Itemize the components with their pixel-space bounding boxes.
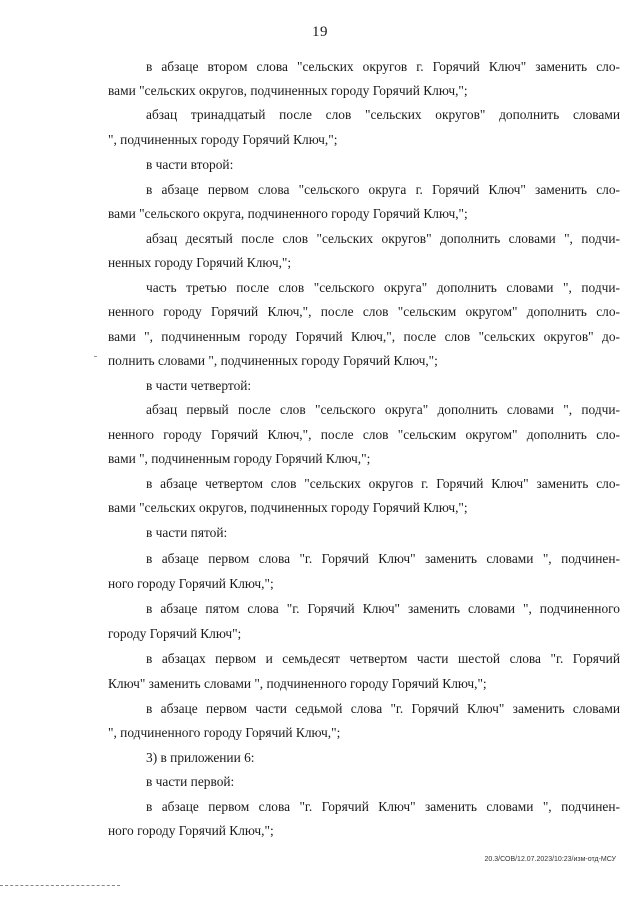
text-line: Ключ" заменить словами ", подчиненного городу Горячий Ключ,"; [108,676,487,691]
text-line: ", подчиненного городу Горячий Ключ,"; [108,725,341,740]
text-line: полнить словами ", подчиненных городу Горячий Ключ,"; [108,353,438,368]
text-line: абзац первый после слов "сельского округа" дополнить словами ", подчи- [146,402,620,417]
footer-code: 20.3/СОВ/12.07.2023/10:23/изм-отд-МСУ [484,856,616,863]
text-line: городу Горячий Ключ"; [108,626,242,641]
text-line: в части четвертой: [146,378,252,393]
text-line: в абзаце пятом слова "г. Горячий Ключ" заменить словами ", подчиненного [146,601,620,616]
text-line: вами "сельского округа, подчиненного городу Горячий Ключ,"; [108,206,468,221]
text-line: в абзацах первом и семьдесят четвертом части шестой слова "г. Горячий [146,651,620,666]
text-line: в абзаце первом слова "г. Горячий Ключ" заменить словами ", подчинен- [146,551,620,566]
scan-speck [94,356,97,357]
text-line: абзац десятый после слов "сельских округов" дополнить словами ", подчи- [146,231,620,246]
text-line: в абзаце первом слова "сельского округа г. Горячий Ключ" заменить сло- [146,182,620,197]
text-line: в части пятой: [146,525,228,540]
text-line: в абзаце первом слова "г. Горячий Ключ" заменить словами ", подчинен- [146,799,620,814]
text-line: ного городу Горячий Ключ,"; [108,576,274,591]
text-line: в абзаце четвертом слов "сельских округов г. Горячий Ключ" заменить сло- [146,476,620,491]
text-line: часть третью после слов "сельского округа" дополнить словами ", подчи- [146,280,620,295]
text-line: в части второй: [146,157,234,172]
text-line: вами ", подчиненным городу Горячий Ключ,", после слов "сельских округов" до- [108,329,620,344]
text-line: в абзаце втором слова "сельских округов г. Горячий Ключ" заменить сло- [146,59,620,74]
text-line: в абзаце первом части седьмой слова "г. Горячий Ключ" заменить словами [146,701,620,716]
text-line: вами "сельских округов, подчиненных городу Горячий Ключ,"; [108,500,468,515]
text-line: ненных городу Горячий Ключ,"; [108,255,292,270]
text-line: вами "сельских округов, подчиненных городу Горячий Ключ,"; [108,83,468,98]
scan-edge-dashes [0,885,120,886]
text-line: ", подчиненных городу Горячий Ключ,"; [108,132,338,147]
text-line: вами ", подчиненным городу Горячий Ключ,"; [108,451,371,466]
text-line: абзац тринадцатый после слов "сельских округов" дополнить словами [146,107,620,122]
text-line: ного городу Горячий Ключ,"; [108,823,274,838]
text-line: 3) в приложении 6: [146,750,255,765]
page-number: 19 [312,24,328,40]
text-line: ненного городу Горячий Ключ,", после слов "сельским округом" дополнить сло- [108,304,620,319]
text-line: в части первой: [146,774,235,789]
text-line: ненного городу Горячий Ключ,", после слов "сельским округом" дополнить сло- [108,427,620,442]
